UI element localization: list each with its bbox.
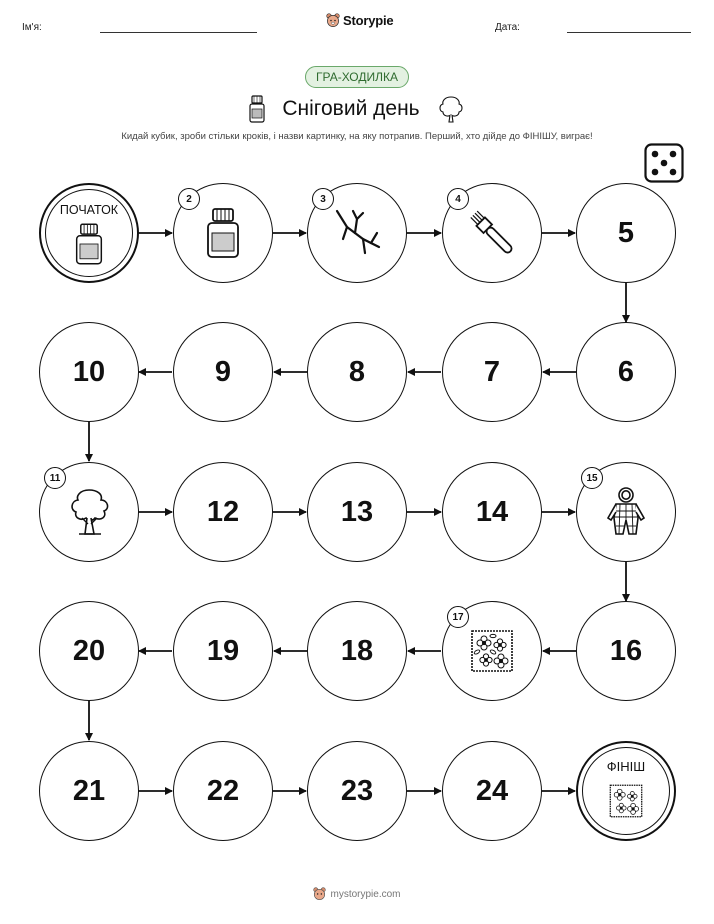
space-number: 21 [72,774,106,807]
board-space-17[interactable] [442,601,542,701]
date-label: Дата: [495,22,520,33]
board-space-22[interactable] [173,741,273,841]
space-number: 13 [340,495,374,528]
board-space-14[interactable] [442,462,542,562]
space-number: 12 [206,495,240,528]
finish-label: ФІНІШ [606,759,646,774]
board-space-23[interactable] [307,741,407,841]
start-label: ПОЧАТОК [59,203,119,217]
board-space-19[interactable] [173,601,273,701]
brush-icon [464,205,520,261]
board-space-5[interactable] [576,183,676,283]
space-number: 16 [609,634,643,667]
footer [0,887,714,901]
board-space-21[interactable] [39,741,139,841]
space-number-badge: 4 [447,188,469,210]
space-number: 10 [72,355,106,388]
snowsuit-icon [598,484,654,540]
start-space[interactable] [39,183,139,283]
board-space-8[interactable] [307,322,407,422]
name-label: Ім'я: [22,22,42,33]
space-number: 18 [340,634,374,667]
space-number: 19 [206,634,240,667]
bottle-icon [66,221,112,267]
space-number-badge: 3 [312,188,334,210]
space-number: 22 [206,774,240,807]
space-number: 5 [617,216,635,249]
space-number-badge: 17 [447,606,469,628]
board-space-6[interactable] [576,322,676,422]
board-space-4[interactable] [442,183,542,283]
board-space-24[interactable] [442,741,542,841]
space-number-badge: 15 [581,467,603,489]
footer-url[interactable]: mystorypie.com [330,888,401,900]
space-number-badge: 2 [178,188,200,210]
tree-icon [61,484,117,540]
board-space-13[interactable] [307,462,407,562]
board-space-11[interactable] [39,462,139,562]
twig-icon [329,205,385,261]
space-number: 7 [483,355,501,388]
space-number: 24 [475,774,509,807]
board-space-9[interactable] [173,322,273,422]
space-number: 20 [72,634,106,667]
flower-pattern-icon [604,779,648,823]
space-number: 23 [340,774,374,807]
bottle-icon [195,205,251,261]
space-number-badge: 11 [44,467,66,489]
space-number: 9 [214,355,232,388]
page-title: Сніговий день [282,97,420,120]
board-space-10[interactable] [39,322,139,422]
board-space-18[interactable] [307,601,407,701]
instructions-text: Кидай кубик, зроби стільки кроків, і назви картинку, на яку потрапив. Перший, хто дійде до ФІНІШУ, виграє! [121,131,593,142]
board-space-20[interactable] [39,601,139,701]
space-number: 8 [348,355,366,388]
board-space-16[interactable] [576,601,676,701]
board-space-3[interactable] [307,183,407,283]
brand-name: Storypie [343,13,394,28]
flower-pattern-icon [464,623,520,679]
board-space-12[interactable] [173,462,273,562]
board-space-7[interactable] [442,322,542,422]
space-number: 6 [617,355,635,388]
board-space-15[interactable] [576,462,676,562]
space-number: 14 [475,495,509,528]
board-space-2[interactable] [173,183,273,283]
bear-icon [313,887,326,901]
game-type-badge: ГРА-ХОДИЛКА [305,66,409,88]
finish-space[interactable] [576,741,676,841]
